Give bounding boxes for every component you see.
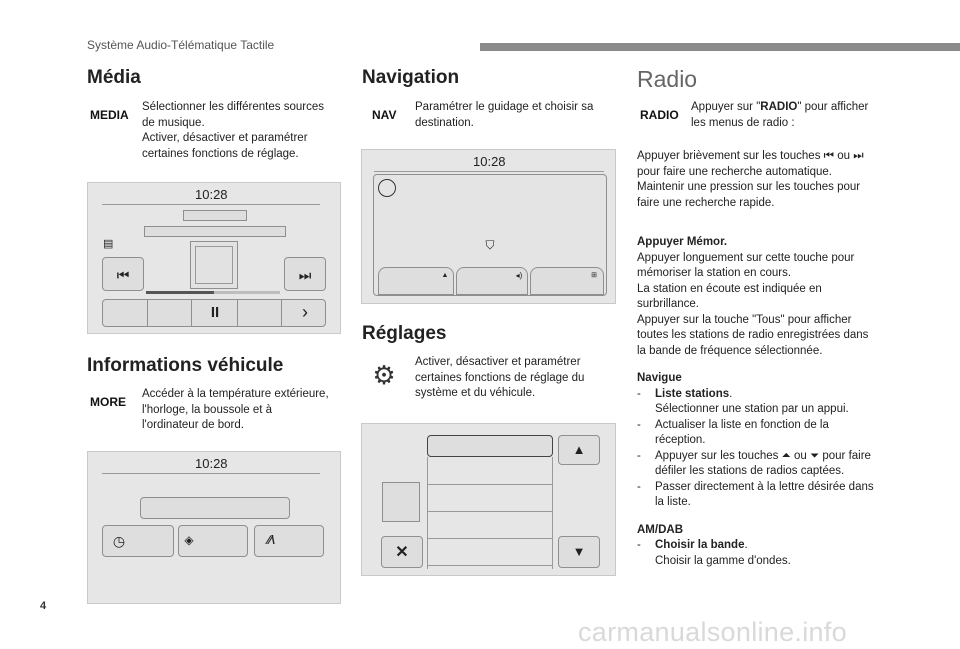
memo-line: Appuyer longuement sur cette touche pour — [637, 251, 855, 264]
page-number: 4 — [40, 600, 47, 612]
scroll-up-button[interactable] — [558, 435, 600, 465]
media-screen-topline — [102, 204, 320, 205]
radio-intro-pre: Appuyer sur " — [691, 101, 761, 113]
navigation-description — [415, 100, 615, 131]
nav-bottom-tab-left[interactable] — [378, 267, 454, 295]
seek-line: Maintenir une pression sur les touches pour — [637, 181, 861, 193]
seek-line: faire une recherche rapide. — [637, 196, 775, 209]
radio-intro-bold: RADIO — [760, 101, 798, 113]
settings-list-row — [427, 484, 553, 485]
up-arrow-icon: ⏶ — [781, 449, 791, 462]
clock-button[interactable] — [102, 525, 174, 557]
settings-side-box — [382, 482, 420, 522]
vehicle-screen-topline — [102, 473, 320, 474]
compass-icon: ◈ — [184, 533, 194, 547]
settings-list-border — [552, 457, 553, 569]
settings-gear-icon: ⚙ — [372, 360, 396, 390]
media-title: Média — [87, 67, 141, 88]
radio-button-label: RADIO — [640, 108, 679, 122]
vehicle-desc-line: l'horloge, la boussole et à — [142, 403, 273, 416]
media-desc-line: Sélectionner les différentes sources — [142, 101, 324, 113]
scroll-down-button[interactable] — [558, 536, 600, 568]
vehicle-screen — [87, 451, 341, 604]
vehicle-info-title: Informations véhicule — [87, 355, 284, 376]
next-track-icon: ⏭ — [298, 267, 312, 283]
memo-title: Appuyer Mémor. — [637, 236, 728, 248]
navigation-title: Navigation — [362, 67, 460, 88]
seek-prev-icon: ⏮ — [823, 150, 835, 162]
header-title: Système Audio-Télématique Tactile — [87, 38, 275, 52]
settings-desc-line: Activer, désactiver et paramétrer — [415, 356, 581, 368]
navigue-item-1-line2: Sélectionner une station par un appui. — [655, 403, 849, 415]
navigue-title: Navigue — [637, 372, 682, 384]
nav-search-button[interactable] — [378, 179, 396, 197]
nav-screen-clock: 10:28 — [473, 154, 506, 169]
seek-line: pour faire une recherche automatique. — [637, 165, 832, 178]
traffic-icon: ⊞ — [591, 272, 597, 279]
media-desc-line: Activer, désactiver et paramétrer — [142, 132, 308, 144]
media-next-button[interactable] — [284, 257, 326, 291]
vehicle-desc-line: Accéder à la température extérieure, — [142, 388, 329, 400]
media-source-icon: ▤ — [103, 238, 114, 250]
vehicle-position-icon: ⛉ — [485, 238, 495, 252]
choisir-bande: Choisir la bande — [655, 539, 745, 551]
memo-line: surbrillance. — [637, 298, 699, 310]
navigue-item-3: - Appuyer sur les touches ⏶ ou ⏷ pour faire défiler les stations de radios captées. — [637, 449, 871, 477]
amdab-item: - Choisir la bande. Choisir la gamme d'ondes. — [637, 539, 791, 567]
prev-track-icon: ⏮ — [116, 267, 130, 283]
media-description — [142, 100, 342, 162]
nav-bottom-tab-middle[interactable] — [456, 267, 528, 295]
media-screen — [87, 182, 341, 334]
navigue-item-2: - Actualiser la liste en fonction de la réception. — [637, 418, 829, 446]
media-prev-button[interactable] — [102, 257, 144, 291]
memo-line: La station en écoute est indiquée en — [637, 282, 822, 295]
settings-list-row — [427, 538, 553, 539]
media-artist-bar — [144, 226, 286, 237]
settings-list-row — [427, 511, 553, 512]
media-button-label: MEDIA — [90, 108, 129, 122]
close-icon: ✕ — [395, 544, 409, 561]
media-cover-art — [190, 241, 238, 289]
amdab-title: AM/DAB — [637, 523, 683, 536]
memo-line: toutes les stations de radio enregistrées dans — [637, 329, 869, 341]
media-desc-line: de musique. — [142, 116, 205, 129]
scroll-up-icon: ▲ — [572, 442, 586, 457]
chevron-right-icon[interactable]: › — [302, 302, 308, 322]
close-button[interactable] — [381, 536, 423, 568]
watermark: carmanualsonline.info — [578, 617, 847, 647]
trip-computer-button[interactable] — [254, 525, 324, 557]
clock-icon: ◷ — [112, 533, 126, 549]
volume-icon: ◂) — [515, 271, 523, 280]
nav-button-label: NAV — [372, 108, 397, 122]
radio-intro-post: " pour afficher — [797, 101, 869, 113]
media-control-strip — [102, 299, 326, 327]
settings-list-border — [427, 457, 428, 569]
media-desc-line: certaines fonctions de réglage. — [142, 147, 299, 160]
navigue-item-1: - Liste stations. Sélectionner une station par un appui. — [637, 387, 897, 418]
settings-list-row — [427, 565, 553, 566]
vehicle-screen-clock: 10:28 — [195, 456, 228, 471]
nav-screen-topline — [374, 171, 604, 172]
radio-title: Radio — [637, 66, 698, 92]
trip-computer-icon: ⁄⁄\ — [267, 533, 275, 547]
nav-desc-line: destination. — [415, 116, 474, 129]
nav-map-area[interactable] — [373, 174, 607, 296]
nav-bottom-tab-right[interactable] — [530, 267, 604, 295]
settings-list-header[interactable] — [427, 435, 553, 457]
memo-line: mémoriser la station en cours. — [637, 267, 792, 279]
media-track-title-bar — [183, 210, 247, 221]
settings-title: Réglages — [362, 323, 447, 344]
vehicle-desc-line: l'ordinateur de bord. — [142, 419, 244, 431]
nav-desc-line: Paramétrer le guidage et choisir sa — [415, 101, 594, 113]
memo-line: la bande de fréquence sélectionnée. — [637, 344, 823, 357]
scroll-down-icon: ▼ — [572, 544, 586, 559]
nav-up-icon: ▲ — [441, 272, 449, 279]
settings-desc-line: certaines fonctions de réglage du — [415, 371, 585, 384]
navigation-screen — [361, 149, 616, 304]
media-screen-clock: 10:28 — [195, 187, 228, 202]
liste-stations: Liste stations — [655, 387, 730, 400]
media-progress-bar[interactable] — [146, 291, 280, 294]
more-button-label: MORE — [90, 395, 126, 409]
memo-line: Appuyer sur la touche "Tous" pour afficher — [637, 313, 852, 326]
navigue-item-4: - Passer directement à la lettre désirée dans la liste. — [637, 480, 874, 508]
seek-next-icon: ⏭ — [853, 150, 864, 162]
seek-text-pre: Appuyer brièvement sur les touches — [637, 150, 824, 162]
radio-intro-line2: les menus de radio : — [691, 116, 795, 129]
radio-body — [637, 149, 897, 569]
settings-desc-line: système et du véhicule. — [415, 387, 536, 399]
down-arrow-icon: ⏷ — [809, 449, 820, 462]
settings-screen — [361, 423, 616, 576]
compass-button[interactable] — [178, 525, 248, 557]
vehicle-description — [142, 387, 342, 434]
seek-text-mid: ou — [834, 150, 854, 162]
vehicle-info-bar — [140, 497, 290, 519]
pause-icon[interactable]: II — [210, 304, 220, 321]
header-rule — [480, 43, 960, 51]
settings-description — [415, 355, 615, 402]
radio-intro — [691, 100, 891, 131]
